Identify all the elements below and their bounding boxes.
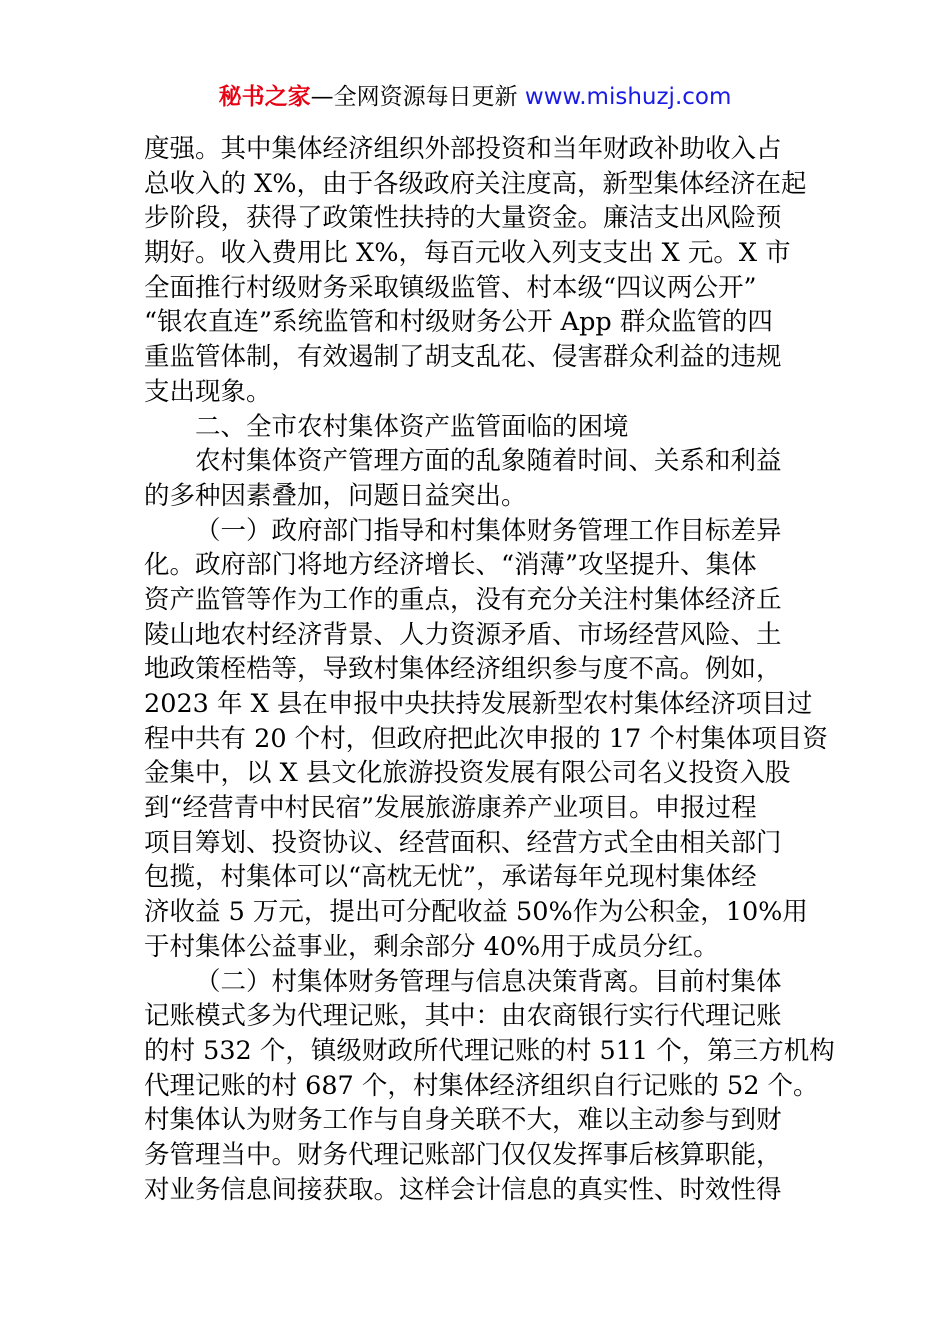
site-brand: 秘书之家 <box>218 84 311 110</box>
text-line: 务管理当中。财务代理记账部门仅仅发挥事后核算职能， <box>144 1139 782 1170</box>
site-url-link[interactable]: www.mishuzj.com <box>524 84 732 110</box>
text-line: “银农直连”系统监管和村级财务公开 App 群众监管的四 <box>144 307 773 338</box>
site-header <box>0 80 950 114</box>
text-line: 项目筹划、投资协议、经营面积、经营方式全由相关部门 <box>144 827 782 858</box>
text-line: 村集体认为财务工作与自身关联不大，难以主动参与到财 <box>144 1105 782 1136</box>
text-line: 重监管体制，有效遏制了胡支乱花、侵害群众利益的违规 <box>144 342 782 373</box>
text-line: 的村 532 个，镇级财政所代理记账的村 511 个，第三方机构 <box>144 1035 835 1066</box>
text-line: 支出现象。 <box>144 376 272 407</box>
text-line: 2023 年 X 县在申报中央扶持发展新型农村集体经济项目过 <box>144 689 813 719</box>
text-line: 资产监管等作为工作的重点，没有充分关注村集体经济丘 <box>144 584 782 615</box>
subsection-heading: （二）村集体财务管理与信息决策背离。目前村集体 <box>195 966 782 997</box>
text-line: 陵山地农村经济背景、人力资源矛盾、市场经营风险、土 <box>144 619 782 650</box>
document-body <box>144 132 835 1207</box>
text-line: 代理记账的村 687 个，村集体经济组织自行记账的 52 个。 <box>144 1070 819 1101</box>
text-line: 地政策桎梏等，导致村集体经济组织参与度不高。例如， <box>144 654 782 685</box>
text-line: 对业务信息间接获取。这样会计信息的真实性、时效性得 <box>144 1174 782 1205</box>
section-heading: 二、全市农村集体资产监管面临的困境 <box>195 411 629 442</box>
text-line: 程中共有 20 个村，但政府把此次申报的 17 个村集体项目资 <box>144 723 828 754</box>
text-line: 记账模式多为代理记账，其中：由农商银行实行代理记账 <box>144 1001 782 1032</box>
text-line: 农村集体资产管理方面的乱象随着时间、关系和利益 <box>195 446 782 477</box>
text-line: 步阶段，获得了政策性扶持的大量资金。廉洁支出风险预 <box>144 203 782 234</box>
text-line: 的多种因素叠加，问题日益突出。 <box>144 480 527 511</box>
text-line: 期好。收入费用比 X%，每百元收入列支支出 X 元。X 市 <box>144 238 791 269</box>
text-line: 包揽，村集体可以“高枕无忧”，承诺每年兑现村集体经 <box>144 862 757 893</box>
text-line: 度强。其中集体经济组织外部投资和当年财政补助收入占 <box>144 134 782 164</box>
text-line: 于村集体公益事业，剩余部分 40%用于成员分红。 <box>144 931 719 962</box>
text-line: 总收入的 X%，由于各级政府关注度高，新型集体经济在起 <box>144 168 807 199</box>
site-tagline: —全网资源每日更新 <box>310 84 518 110</box>
text-line: 化。政府部门将地方经济增长、“消薄”攻坚提升、集体 <box>144 550 757 581</box>
text-line: 到“经营青中村民宿”发展旅游康养产业项目。申报过程 <box>144 793 757 824</box>
subsection-heading: （一）政府部门指导和村集体财务管理工作目标差异 <box>195 515 782 546</box>
text-line: 金集中，以 X 县文化旅游投资发展有限公司名义投资入股 <box>144 758 791 789</box>
text-line: 济收益 5 万元，提出可分配收益 50%作为公积金，10%用 <box>144 897 808 928</box>
text-line: 全面推行村级财务采取镇级监管、村本级“四议两公开” <box>144 272 757 303</box>
